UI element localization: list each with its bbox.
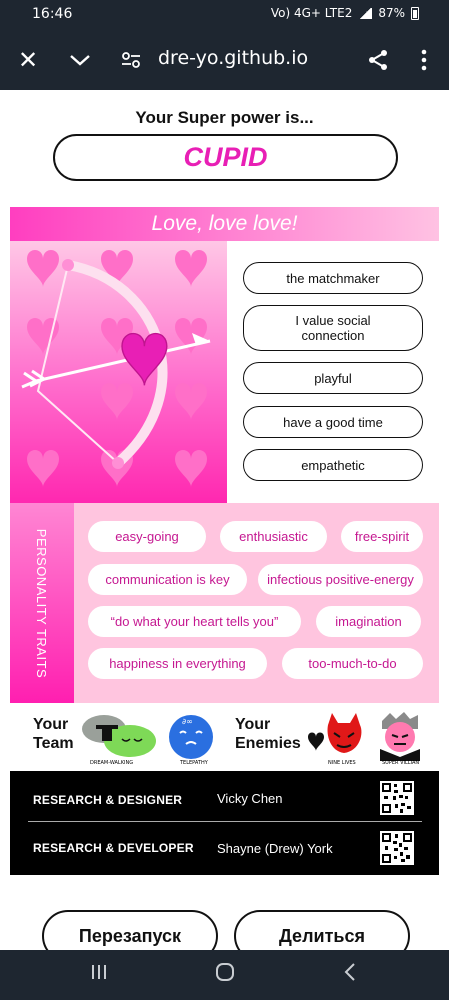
personality-tag: enthusiastic [220,521,327,552]
cupid-illustration [10,241,227,503]
back-icon[interactable] [343,962,357,987]
network-indicator: Vo) 4G+ LTE2 [270,6,353,20]
trait-pill: the matchmaker [243,262,423,294]
home-icon[interactable] [215,962,235,987]
team-member-label: TELEPATHY [180,760,208,766]
credits-panel [10,771,439,875]
browser-toolbar [0,30,449,90]
close-icon[interactable]: ✕ [17,46,39,74]
trait-pill: I value social connection [243,305,423,351]
credit-role: RESEARCH & DEVELOPER [33,841,194,855]
enemy-member-label: SUPER VILLIAN [382,760,420,766]
nine-lives-icon [306,711,368,761]
personality-tag: infectious positive-energy [258,564,423,595]
share-icon[interactable] [364,46,392,74]
result-heading: Your Super power is... [135,108,314,127]
site-settings-icon[interactable] [117,46,145,74]
battery-percent: 87% [378,6,405,20]
telepathy-icon [166,711,216,761]
dream-walking-icon [80,711,158,761]
status-time: 16:46 [32,6,73,22]
credit-name: Shayne (Drew) York [217,841,333,856]
team-member-label: DREAM-WALKING [90,760,134,766]
enemy-member-label: NINE LIVES [328,760,356,766]
restart-button[interactable]: Перезапуск [42,910,218,962]
personality-tag: too-much-to-do [282,648,423,679]
credits-divider [28,821,422,822]
url-bar[interactable]: dre-yo.github.io [158,47,309,69]
trait-pill: playful [243,362,423,394]
qr-code-icon[interactable] [380,781,414,815]
svg-text:∂∞: ∂∞ [182,717,193,726]
credit-role: RESEARCH & DESIGNER [33,793,183,807]
chevron-down-icon[interactable] [66,46,94,74]
battery-icon [411,7,419,20]
more-vert-icon[interactable] [410,46,438,74]
tagline-banner [10,207,439,241]
recent-apps-icon[interactable] [90,962,108,986]
signal-icon [358,8,372,19]
personality-tag: free-spirit [341,521,423,552]
bow-arrow-heart-icon [10,241,227,503]
trait-pill: empathetic [243,449,423,481]
status-icons [271,6,419,20]
super-villain-icon [376,711,424,761]
personality-label: PERSONALITY TRAITS [34,528,50,678]
personality-label-bar [10,503,74,703]
status-bar [0,0,449,30]
power-name: CUPID [53,134,398,181]
credit-name: Vicky Chen [217,791,283,806]
personality-tag: “do what your heart tells you” [88,606,301,637]
personality-tag: easy-going [88,521,206,552]
system-nav-bar [0,950,449,1000]
share-button[interactable]: Делиться [234,910,410,962]
personality-tag: happiness in everything [88,648,267,679]
tagline-text: Love, love love! [151,212,298,235]
personality-tag: imagination [316,606,421,637]
qr-code-icon[interactable] [380,831,414,865]
personality-tag: communication is key [88,564,247,595]
enemies-label: Your Enemies [235,716,301,752]
team-label: Your Team [33,716,74,752]
trait-pill: have a good time [243,406,423,438]
